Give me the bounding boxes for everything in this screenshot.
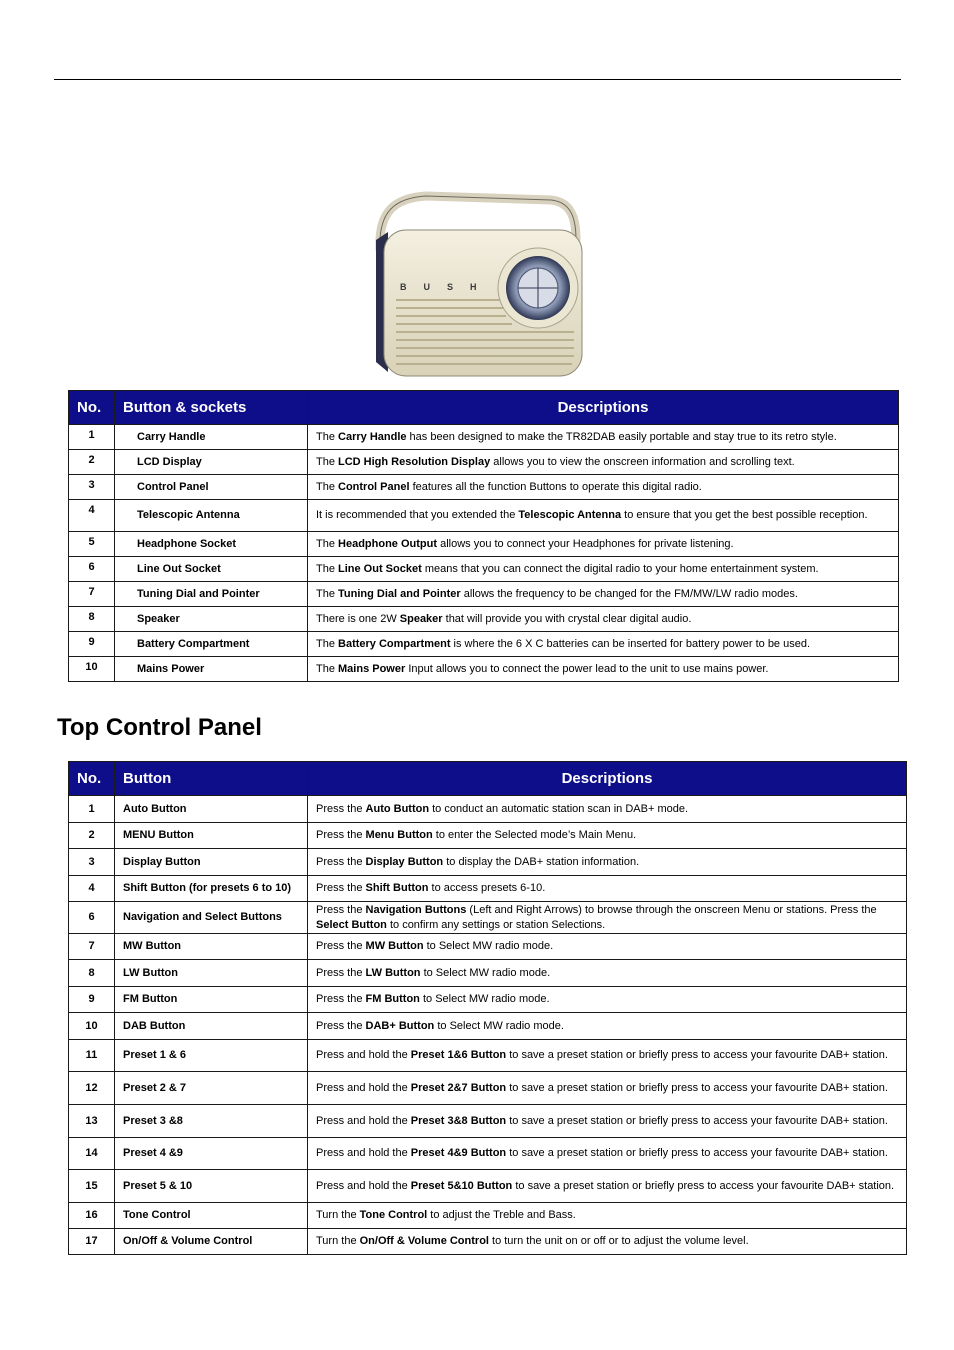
row-name: Speaker — [115, 607, 308, 632]
table-row — [69, 475, 899, 500]
radio-brand-text: BUSH — [400, 282, 494, 292]
header-no: No. — [69, 391, 115, 425]
table-row — [69, 1203, 907, 1229]
section-title: Top Control Panel — [57, 714, 262, 741]
row-name: Display Button — [115, 849, 308, 876]
row-number: 17 — [69, 1229, 115, 1255]
row-name: Control Panel — [115, 475, 308, 500]
row-description: Press the DAB+ Button to Select MW radio mode. — [308, 1013, 907, 1040]
radio-image — [366, 190, 586, 382]
row-name: DAB Button — [115, 1013, 308, 1040]
table-row — [69, 876, 907, 902]
row-description: Press and hold the Preset 1&6 Button to save a preset station or briefly press to access your favourite DAB+ station. — [308, 1040, 907, 1072]
row-name: LW Button — [115, 960, 308, 987]
table-row — [69, 657, 899, 682]
row-description: The Carry Handle has been designed to make the TR82DAB easily portable and stay true to its retro style. — [308, 425, 899, 450]
row-number: 12 — [69, 1072, 115, 1105]
row-name: Navigation and Select Buttons — [115, 902, 308, 934]
row-description: Press the Auto Button to conduct an automatic station scan in DAB+ mode. — [308, 796, 907, 823]
row-name: Carry Handle — [115, 425, 308, 450]
row-number: 8 — [69, 607, 115, 632]
row-description: The Headphone Output allows you to connect your Headphones for private listening. — [308, 532, 899, 557]
table-row — [69, 1170, 907, 1203]
table-row — [69, 500, 899, 532]
control-panel-table — [68, 761, 907, 1255]
row-number: 14 — [69, 1138, 115, 1170]
row-description: Press and hold the Preset 3&8 Button to save a preset station or briefly press to access your favourite DAB+ station. — [308, 1105, 907, 1138]
table-row — [69, 450, 899, 475]
row-name: MENU Button — [115, 823, 308, 849]
table-row — [69, 532, 899, 557]
row-name: Preset 5 & 10 — [115, 1170, 308, 1203]
table-row — [69, 796, 907, 823]
row-name: LCD Display — [115, 450, 308, 475]
table-row — [69, 425, 899, 450]
table-row — [69, 1229, 907, 1255]
row-description: Press the MW Button to Select MW radio mode. — [308, 934, 907, 960]
table-row — [69, 632, 899, 657]
row-name: On/Off & Volume Control — [115, 1229, 308, 1255]
row-number: 6 — [69, 902, 115, 934]
row-number: 16 — [69, 1203, 115, 1229]
row-description: Press the LW Button to Select MW radio mode. — [308, 960, 907, 987]
table-row — [69, 987, 907, 1013]
row-name: Preset 2 & 7 — [115, 1072, 308, 1105]
row-name: Preset 4 &9 — [115, 1138, 308, 1170]
row-number: 8 — [69, 960, 115, 987]
row-number: 5 — [69, 532, 115, 557]
row-name: Telescopic Antenna — [115, 500, 308, 532]
header-no: No. — [69, 762, 115, 796]
row-description: The Mains Power Input allows you to connect the power lead to the unit to use mains power. — [308, 657, 899, 682]
header-name: Button & sockets — [115, 391, 308, 425]
row-description: It is recommended that you extended the Telescopic Antenna to ensure that you get the best possible reception. — [308, 500, 899, 532]
row-name: Headphone Socket — [115, 532, 308, 557]
row-description: The Tuning Dial and Pointer allows the frequency to be changed for the FM/MW/LW radio modes. — [308, 582, 899, 607]
row-description: The Control Panel features all the function Buttons to operate this digital radio. — [308, 475, 899, 500]
row-number: 7 — [69, 582, 115, 607]
row-name: Shift Button (for presets 6 to 10) — [115, 876, 308, 902]
row-name: Auto Button — [115, 796, 308, 823]
row-number: 10 — [69, 1013, 115, 1040]
row-description: The Battery Compartment is where the 6 X C batteries can be inserted for battery power to be used. — [308, 632, 899, 657]
row-name: Line Out Socket — [115, 557, 308, 582]
row-number: 9 — [69, 632, 115, 657]
row-description: Press the Navigation Buttons (Left and Right Arrows) to browse through the onscreen Menu or stations. Press the Select Button to confirm any settings or station Selections. — [308, 902, 907, 934]
table-row — [69, 1040, 907, 1072]
row-description: Press and hold the Preset 4&9 Button to save a preset station or briefly press to access your favourite DAB+ station. — [308, 1138, 907, 1170]
row-name: Mains Power — [115, 657, 308, 682]
header-descriptions: Descriptions — [308, 391, 899, 425]
row-description: Press the Menu Button to enter the Selected mode’s Main Menu. — [308, 823, 907, 849]
row-number: 4 — [69, 876, 115, 902]
table-row — [69, 607, 899, 632]
row-number: 9 — [69, 987, 115, 1013]
row-number: 15 — [69, 1170, 115, 1203]
table-row — [69, 1013, 907, 1040]
table-row — [69, 1138, 907, 1170]
row-description: Press the Display Button to display the DAB+ station information. — [308, 849, 907, 876]
row-number: 11 — [69, 1040, 115, 1072]
row-name: Preset 1 & 6 — [115, 1040, 308, 1072]
row-name: MW Button — [115, 934, 308, 960]
table-header-row — [69, 762, 907, 796]
table-header-row — [69, 391, 899, 425]
table-row — [69, 582, 899, 607]
table-row — [69, 902, 907, 934]
top-rule — [54, 79, 901, 80]
row-name: Preset 3 &8 — [115, 1105, 308, 1138]
row-number: 10 — [69, 657, 115, 682]
row-name: FM Button — [115, 987, 308, 1013]
row-description: Press and hold the Preset 5&10 Button to save a preset station or briefly press to access your favourite DAB+ station. — [308, 1170, 907, 1203]
row-description: The LCD High Resolution Display allows you to view the onscreen information and scrolling text. — [308, 450, 899, 475]
table-row — [69, 934, 907, 960]
row-description: Press the FM Button to Select MW radio mode. — [308, 987, 907, 1013]
table-row — [69, 1105, 907, 1138]
table-row — [69, 557, 899, 582]
header-descriptions: Descriptions — [308, 762, 907, 796]
table-row — [69, 960, 907, 987]
row-number: 7 — [69, 934, 115, 960]
row-number: 1 — [69, 425, 115, 450]
buttons-sockets-table — [68, 390, 899, 682]
row-description: The Line Out Socket means that you can connect the digital radio to your home entertainment system. — [308, 557, 899, 582]
row-name: Tone Control — [115, 1203, 308, 1229]
row-number: 2 — [69, 823, 115, 849]
row-number: 13 — [69, 1105, 115, 1138]
row-description: Press the Shift Button to access presets 6-10. — [308, 876, 907, 902]
row-description: Turn the On/Off & Volume Control to turn the unit on or off or to adjust the volume level. — [308, 1229, 907, 1255]
table-row — [69, 823, 907, 849]
row-description: There is one 2W Speaker that will provide you with crystal clear digital audio. — [308, 607, 899, 632]
row-description: Turn the Tone Control to adjust the Treble and Bass. — [308, 1203, 907, 1229]
row-name: Tuning Dial and Pointer — [115, 582, 308, 607]
row-name: Battery Compartment — [115, 632, 308, 657]
row-number: 4 — [69, 500, 115, 532]
header-name: Button — [115, 762, 308, 796]
row-number: 2 — [69, 450, 115, 475]
row-number: 6 — [69, 557, 115, 582]
table-row — [69, 1072, 907, 1105]
row-number: 3 — [69, 475, 115, 500]
row-number: 3 — [69, 849, 115, 876]
row-description: Press and hold the Preset 2&7 Button to save a preset station or briefly press to access your favourite DAB+ station. — [308, 1072, 907, 1105]
row-number: 1 — [69, 796, 115, 823]
table-row — [69, 849, 907, 876]
